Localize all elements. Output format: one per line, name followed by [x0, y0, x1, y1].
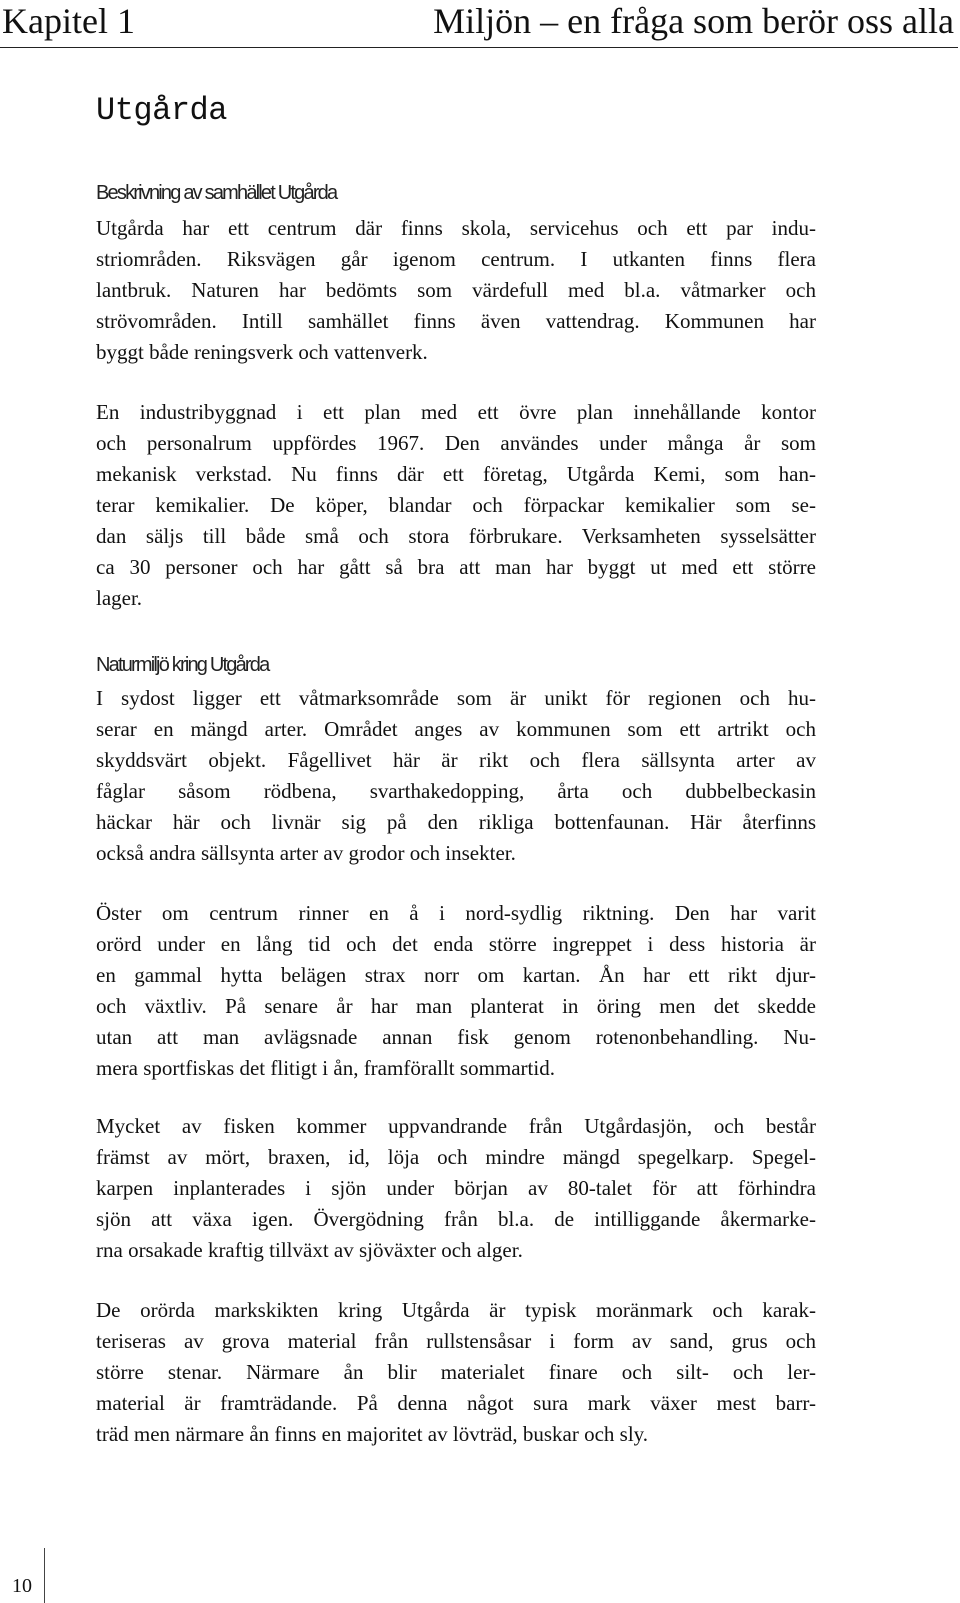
section-heading-naturmiljo: Naturmiljö kring Utgårda — [96, 654, 269, 676]
text-line: strövområden. Intill samhället finns även vattendrag. Kommunen har — [96, 309, 816, 333]
page-number: 10 — [12, 1575, 32, 1597]
chapter-title: Miljön – en fråga som berör oss alla — [433, 1, 954, 41]
text-line: ca 30 personer och har gått så bra att man har byggt ut med ett större — [96, 555, 816, 579]
text-line: utan att man avlägsnade annan fisk genom rotenonbehandling. Nu- — [96, 1025, 816, 1049]
text-line: striområden. Riksvägen går igenom centrum. I utkanten finns flera — [96, 247, 816, 271]
text-line: terar kemikalier. De köper, blandar och förpackar kemikalier som se- — [96, 493, 816, 517]
text-line: De orörda markskikten kring Utgårda är typisk moränmark och karak- — [96, 1298, 816, 1322]
section-heading-beskrivning: Beskrivning av samhället Utgårda — [96, 182, 337, 204]
text-line: Öster om centrum rinner en å i nord-sydlig riktning. Den har varit — [96, 901, 816, 925]
text-line: byggt både reningsverk och vattenverk. — [96, 340, 428, 364]
text-line: lantbruk. Naturen har bedömts som värdefull med bl.a. våtmarker och — [96, 278, 816, 302]
paragraph-beskrivning-2 — [96, 397, 816, 614]
text-line: en gammal hytta belägen strax norr om kartan. Ån har ett rikt djur- — [96, 963, 816, 987]
paragraph-naturmiljo-3 — [96, 1111, 816, 1266]
text-line: I sydost ligger ett våtmarksområde som är unikt för regionen och hu- — [96, 686, 816, 710]
text-line: orörd under en lång tid och det enda större ingreppet i dess historia är — [96, 932, 816, 956]
paragraph-beskrivning-1 — [96, 213, 816, 368]
text-line: En industribyggnad i ett plan med ett övre plan innehållande kontor — [96, 400, 816, 424]
text-line: Mycket av fisken kommer uppvandrande från Utgårdasjön, och består — [96, 1114, 816, 1138]
paragraph-naturmiljo-1 — [96, 683, 816, 869]
text-line: rna orsakade kraftig tillväxt av sjöväxter och alger. — [96, 1238, 523, 1262]
paragraph-naturmiljo-2 — [96, 898, 816, 1084]
text-line: material är framträdande. På denna något sura mark växer mest barr- — [96, 1391, 816, 1415]
paragraph-naturmiljo-4 — [96, 1295, 816, 1450]
text-line: dan säljs till både små och stora förbrukare. Verksamheten sysselsätter — [96, 524, 816, 548]
text-line: främst av mört, braxen, id, löja och mindre mängd spegelkarp. Spegel- — [96, 1145, 816, 1169]
text-line: teriseras av grova material från rullstensåsar i form av sand, grus och — [96, 1329, 816, 1353]
chapter-label: Kapitel 1 — [2, 1, 135, 41]
text-line: skyddsvärt objekt. Fågellivet här är rikt och flera sällsynta arter av — [96, 748, 816, 772]
footer-margin-rule — [44, 1548, 45, 1603]
text-line: häckar här och livnär sig på den rikliga bottenfaunan. Här återfinns — [96, 810, 816, 834]
text-line: större stenar. Närmare ån blir materialet finare och silt- och ler- — [96, 1360, 816, 1384]
text-line: mekanisk verkstad. Nu finns där ett företag, Utgårda Kemi, som han- — [96, 462, 816, 486]
text-line: sjön att växa igen. Övergödning från bl.a. de intilliggande åkermarke- — [96, 1207, 816, 1231]
text-line: mera sportfiskas det flitigt i ån, framförallt sommartid. — [96, 1056, 555, 1080]
text-line: serar en mängd arter. Området anges av kommunen som ett artrikt och — [96, 717, 816, 741]
text-line: träd men närmare ån finns en majoritet av lövträd, buskar och sly. — [96, 1422, 649, 1446]
text-line: fåglar såsom rödbena, svarthakedopping, årta och dubbelbeckasin — [96, 779, 816, 803]
running-header — [0, 0, 958, 48]
text-line: och växtliv. På senare år har man planterat in öring men det skedde — [96, 994, 816, 1018]
page-title: Utgårda — [96, 92, 227, 129]
text-line: också andra sällsynta arter av grodor och insekter. — [96, 841, 516, 865]
text-line: Utgårda har ett centrum där finns skola, servicehus och ett par indu- — [96, 216, 816, 240]
text-line: och personalrum uppfördes 1967. Den användes under många år som — [96, 431, 816, 455]
text-line: karpen inplanterades i sjön under början av 80-talet för att förhindra — [96, 1176, 816, 1200]
text-line: lager. — [96, 586, 143, 610]
